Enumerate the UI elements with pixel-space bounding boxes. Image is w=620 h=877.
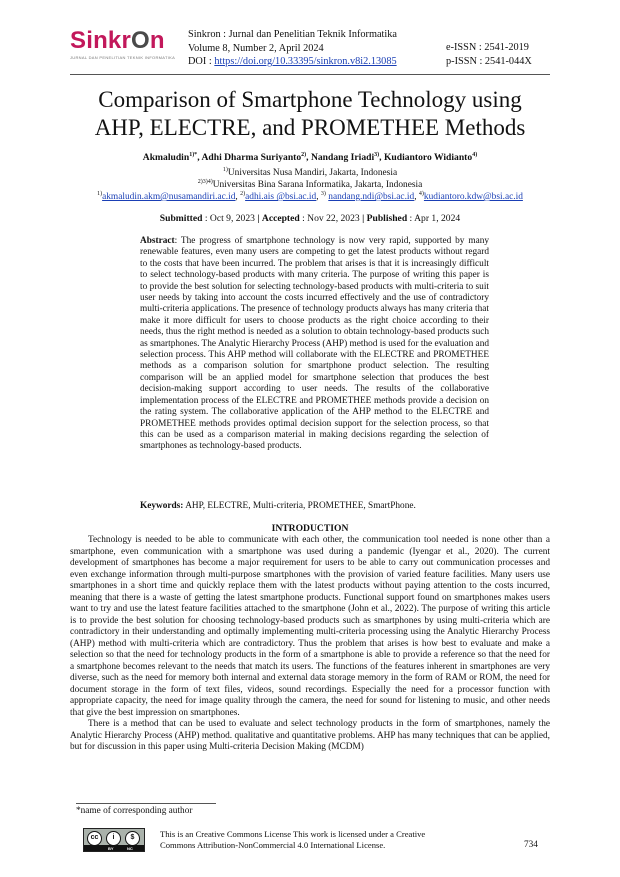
abstract-label: Abstract: [140, 236, 175, 246]
cc-label-strip: BY NC: [84, 845, 144, 851]
keywords: Keywords: AHP, ELECTRE, Multi-criteria, PROMETHEE, SmartPhone.: [140, 501, 416, 511]
issn-block: [446, 41, 550, 68]
body-text: [70, 535, 550, 754]
journal-logo: SinkrOn JURNAL DAN PENELITIAN TEKNIK INFORMATIKA: [70, 28, 188, 68]
author-list: Akmaludin$^{1)*}$, Adhi Dharma Suriyanto$^{2)}$, Nandang Iriadi$^{3)}$, Kudiantoro Widianto$^{4)}$: [142, 152, 478, 164]
cc-icon: cc: [87, 831, 102, 846]
abstract: [140, 236, 489, 453]
author-2: Adhi Dharma Suriyanto: [201, 152, 302, 164]
email-link-1[interactable]: akmaludin.akm@nusamandiri.ac.id: [102, 192, 236, 203]
creative-commons-badge[interactable]: [83, 828, 145, 852]
journal-info: [188, 28, 397, 69]
abstract-text: : The progress of smartphone technology is now very rapid, supported by many renewable features, even many users are competing to get the latest products without regard to the costs that have been incurred. The problem that arises is that it is increasingly difficult to select technology-based products with many criteria. The purpose of writing this paper is to provide the best solution for selecting technology-based products with multi-criteria to suit user needs by taking into account the costs incurred effectively and the use of contradictory multi-criteria applications. The presence of technology products always has many criteria that make it more difficult for users to choose products as the right choice according to their needs, thus the right method is needed as a solution to obtain technology-based products such as smartphones. The Analytic Hierarchy Process (AHP) method is used for the evaluation and selection process. This AHP method will collaborate with the ELECTRE and PROMETHEE methods as a comparison solution for smartphone product selection. The resulting comparison will be an applied model for smartphone selection that produces the best decision-making support according to user needs. The results of the collaborative implementation process of the ELECTRE and PROMETHEE methods provide a decision on the rating system. The collaborative application of the AHP method to the ELECTRE and PROMETHEE methods provides optimal decision support for the selection process, so that this can be used as a comparison material in making decisions regarding the selection of smartphones as technology-based products.: [140, 236, 489, 452]
submission-dates: Submitted : Oct 9, 2023 | Accepted : Nov 22, 2023 | Published : Apr 1, 2024: [159, 213, 461, 224]
email-link-3[interactable]: nandang.ndi@bsi.ac.id: [328, 192, 415, 203]
author-4: Kudiantoro Widianto: [383, 152, 473, 164]
attribution-icon: i: [106, 831, 121, 846]
email-link-2[interactable]: adhi.ais @bsi.ac.id: [245, 192, 317, 203]
logo-tagline: JURNAL DAN PENELITIAN TEKNIK INFORMATIKA: [70, 55, 176, 60]
author-1: Akmaludin: [142, 152, 190, 164]
header-divider: [70, 74, 550, 75]
eissn: e-ISSN : 2541-2019: [446, 42, 529, 53]
journal-volume: Volume 8, Number 2, April 2024: [188, 42, 324, 54]
email-link-4[interactable]: kudiantoro.kdw@bsi.ac.id: [423, 192, 523, 203]
journal-header: [70, 26, 550, 74]
author-emails: $^{1)}$akmaludin.akm@nusamandiri.ac.id, $^{2)}$adhi.ais @bsi.ac.id, $^{3)}$ nandang.ndi@bsi.ac.id, $^{4)}$kudiantoro.kdw@bsi.ac.id: [97, 191, 523, 203]
paragraph: There is a method that can be used to evaluate and select technology products in the form of smartphones, namely the Analytic Hierarchy Process (AHP) method. qualitative and quantitative problems. AHP has many techniques that can be applied, but for discussion in this paper using Multi-criteria Decision Making (MCDM): [70, 719, 550, 752]
affiliation-1: $^{1)}$Universitas Nusa Mandiri, Jakarta, Indonesia: [222, 167, 398, 179]
page-number: 734: [524, 840, 538, 850]
doi-link[interactable]: https://doi.org/10.33395/sinkron.v8i2.13085: [214, 56, 397, 67]
noncommercial-icon: $: [125, 831, 140, 846]
footnote: *name of corresponding author: [76, 806, 193, 816]
paper-title: Comparison of Smartphone Technology using AHP, ELECTRE, and PROMETHEE Methods: [94, 87, 526, 140]
journal-doi: DOI : https://doi.org/10.33395/sinkron.v8i2.13085: [188, 56, 397, 67]
affiliation-2: $^{2)3)4)}$Universitas Bina Sarana Informatika, Jakarta, Indonesia: [197, 179, 423, 191]
pissn: p-ISSN : 2541-044X: [446, 55, 532, 67]
paragraph: Technology is needed to be able to communicate with each other, the communication tool needed is none other than a smartphone, even communication with a smartphone was used during a pandemic (Iyengar et al., 2020). The current development of smartphones has become a major requirement for users to be able to carry out communication processes and even exchange information through multi-purpose smartphones with the provision of varied feature facilities. Many users use smartphones in a short time and quickly replace them with the latest products without paying attention to the costs incurred, meaning that there is a waste of getting the latest smartphone products. Functional support found on smartphones makes users want to try and use the latest feature facilities attached to the smartphone (John et al., 2022). The purpose of writing this article is to provide the best solution for choosing technology-based products such as smartphones by using multi-criteria which are contradictory in their understanding and optimally implementing multi-criteria processing using the Analytic Hierarchy Process (AHP) method with multi-criteria which are contradictory. Thus the problem that arises is how best to evaluate and make a selection so that the need for technology products in the form of a smartphone is able to provide a reference so that the need for a smartphone becomes relevant to the needs that match its users. The functions of the features inherent in smartphones are very diverse, such as the need for memory both internal and external data storage memory in the form of RAM or ROM, the need for document storage in the form of text files, videos, sound recordings. Especially the need for a processor function with appropriate capacity, the need for image quality through the camera, the need for sound for listening to music, and other needs that give the best impression on smartphones.: [70, 535, 550, 718]
license-text: This is an Creative Commons License This work is licensed under a Creative Commons Attribution-NonCommercial 4.0 International License.: [160, 829, 426, 850]
author-3: Nandang Iriadi: [310, 152, 375, 164]
section-heading: INTRODUCTION: [271, 523, 349, 534]
journal-name: Sinkron : Jurnal dan Penelitian Teknik Informatika: [188, 29, 397, 40]
footnote-divider: [76, 803, 216, 804]
